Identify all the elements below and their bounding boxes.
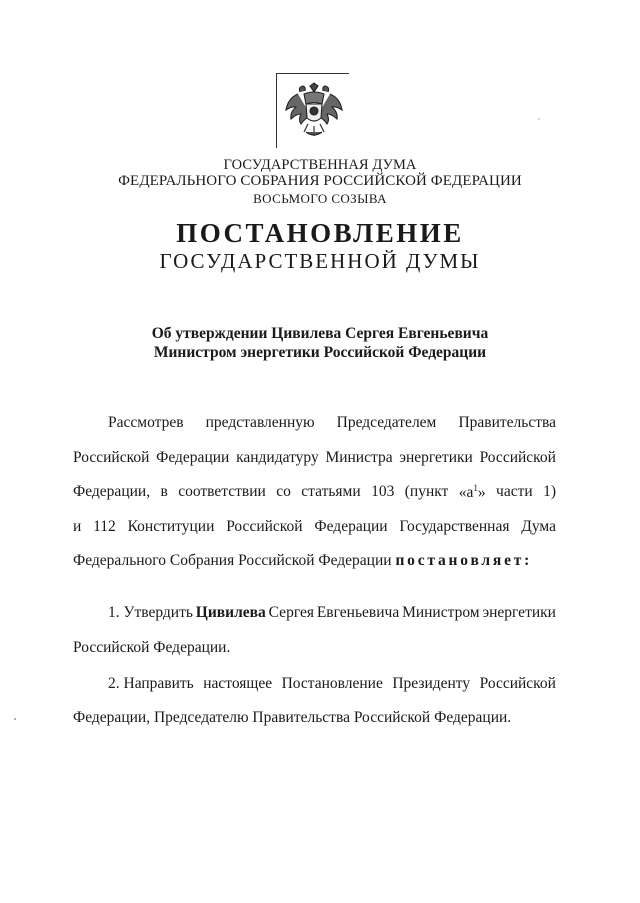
item-2-line-1 [108, 675, 556, 695]
word: Российской [73, 449, 150, 466]
word: Рассмотрев [108, 414, 184, 431]
document-title: ПОСТАНОВЛЕНИЕ [176, 218, 464, 248]
word: Евгеньевича [316, 604, 400, 621]
item-1-line-2: Российской Федерации. [73, 639, 231, 656]
scan-speck [14, 718, 16, 720]
word: Правительства [458, 414, 556, 431]
resolution-text: Федерального Собрания Российской Федерации [73, 552, 396, 569]
word: Федерации [156, 449, 230, 466]
word: Конституции [127, 518, 215, 535]
word: настоящее [203, 675, 273, 692]
document-subtitle: ГОСУДАРСТВЕННОЙ ДУМЫ [159, 249, 481, 273]
word: 112 [93, 518, 116, 535]
word: части [496, 483, 533, 500]
word: Государственная [399, 518, 510, 535]
body-line-2 [73, 449, 556, 469]
word: 103 [371, 483, 395, 500]
word: энергетики [482, 604, 556, 621]
item-1-surname: Цивилева [195, 604, 266, 621]
word: Министра [325, 449, 393, 466]
word: 2. Направить [108, 675, 194, 692]
org-line-convocation: ВОСЬМОГО СОЗЫВА [253, 191, 387, 206]
subpoint-reference: «$а^1$» [458, 483, 486, 502]
item-1-line-1 [108, 604, 556, 624]
body-line-4 [73, 518, 556, 538]
word: Сергея [268, 604, 314, 621]
word: Федерации [314, 518, 388, 535]
word: в [160, 483, 168, 500]
word: и [73, 518, 82, 535]
word: со [276, 483, 291, 500]
word: представленную [205, 414, 315, 431]
word: Дума [521, 518, 556, 535]
body-line-1 [108, 414, 556, 434]
word: Российской [226, 518, 303, 535]
body-line-3 [73, 483, 556, 503]
word: Федерации, [73, 483, 151, 500]
word: (пункт [404, 483, 449, 500]
item-1-prefix: 1. Утвердить [108, 604, 193, 621]
word: Российской [479, 675, 556, 692]
body-line-5 [73, 552, 556, 572]
word: Российской [479, 449, 556, 466]
double-headed-eagle-emblem-icon [284, 80, 344, 142]
scan-speck [538, 118, 540, 120]
subject-line-2: Министром энергетики Российской Федерации [153, 344, 487, 361]
subject-line-1: Об утверждении Цивилева Сергея Евгеньевича [151, 325, 489, 342]
resolves-word: постановляет: [395, 552, 533, 569]
word: кандидатуру [236, 449, 319, 466]
word: статьями [301, 483, 361, 500]
word: энергетики [399, 449, 473, 466]
org-line-duma: ГОСУДАРСТВЕННАЯ ДУМА [223, 157, 417, 173]
item-2-line-2: Федерации, Председателю Правительства Российской Федерации. [73, 709, 512, 726]
word: 1) [543, 483, 556, 500]
word: Постановление [281, 675, 383, 692]
word: Министром [402, 604, 480, 621]
word: Председателем [336, 414, 437, 431]
word: Президенту [392, 675, 471, 692]
word: соответствии [178, 483, 266, 500]
org-line-federal-assembly: ФЕДЕРАЛЬНОГО СОБРАНИЯ РОССИЙСКОЙ ФЕДЕРАЦИИ [118, 173, 522, 189]
